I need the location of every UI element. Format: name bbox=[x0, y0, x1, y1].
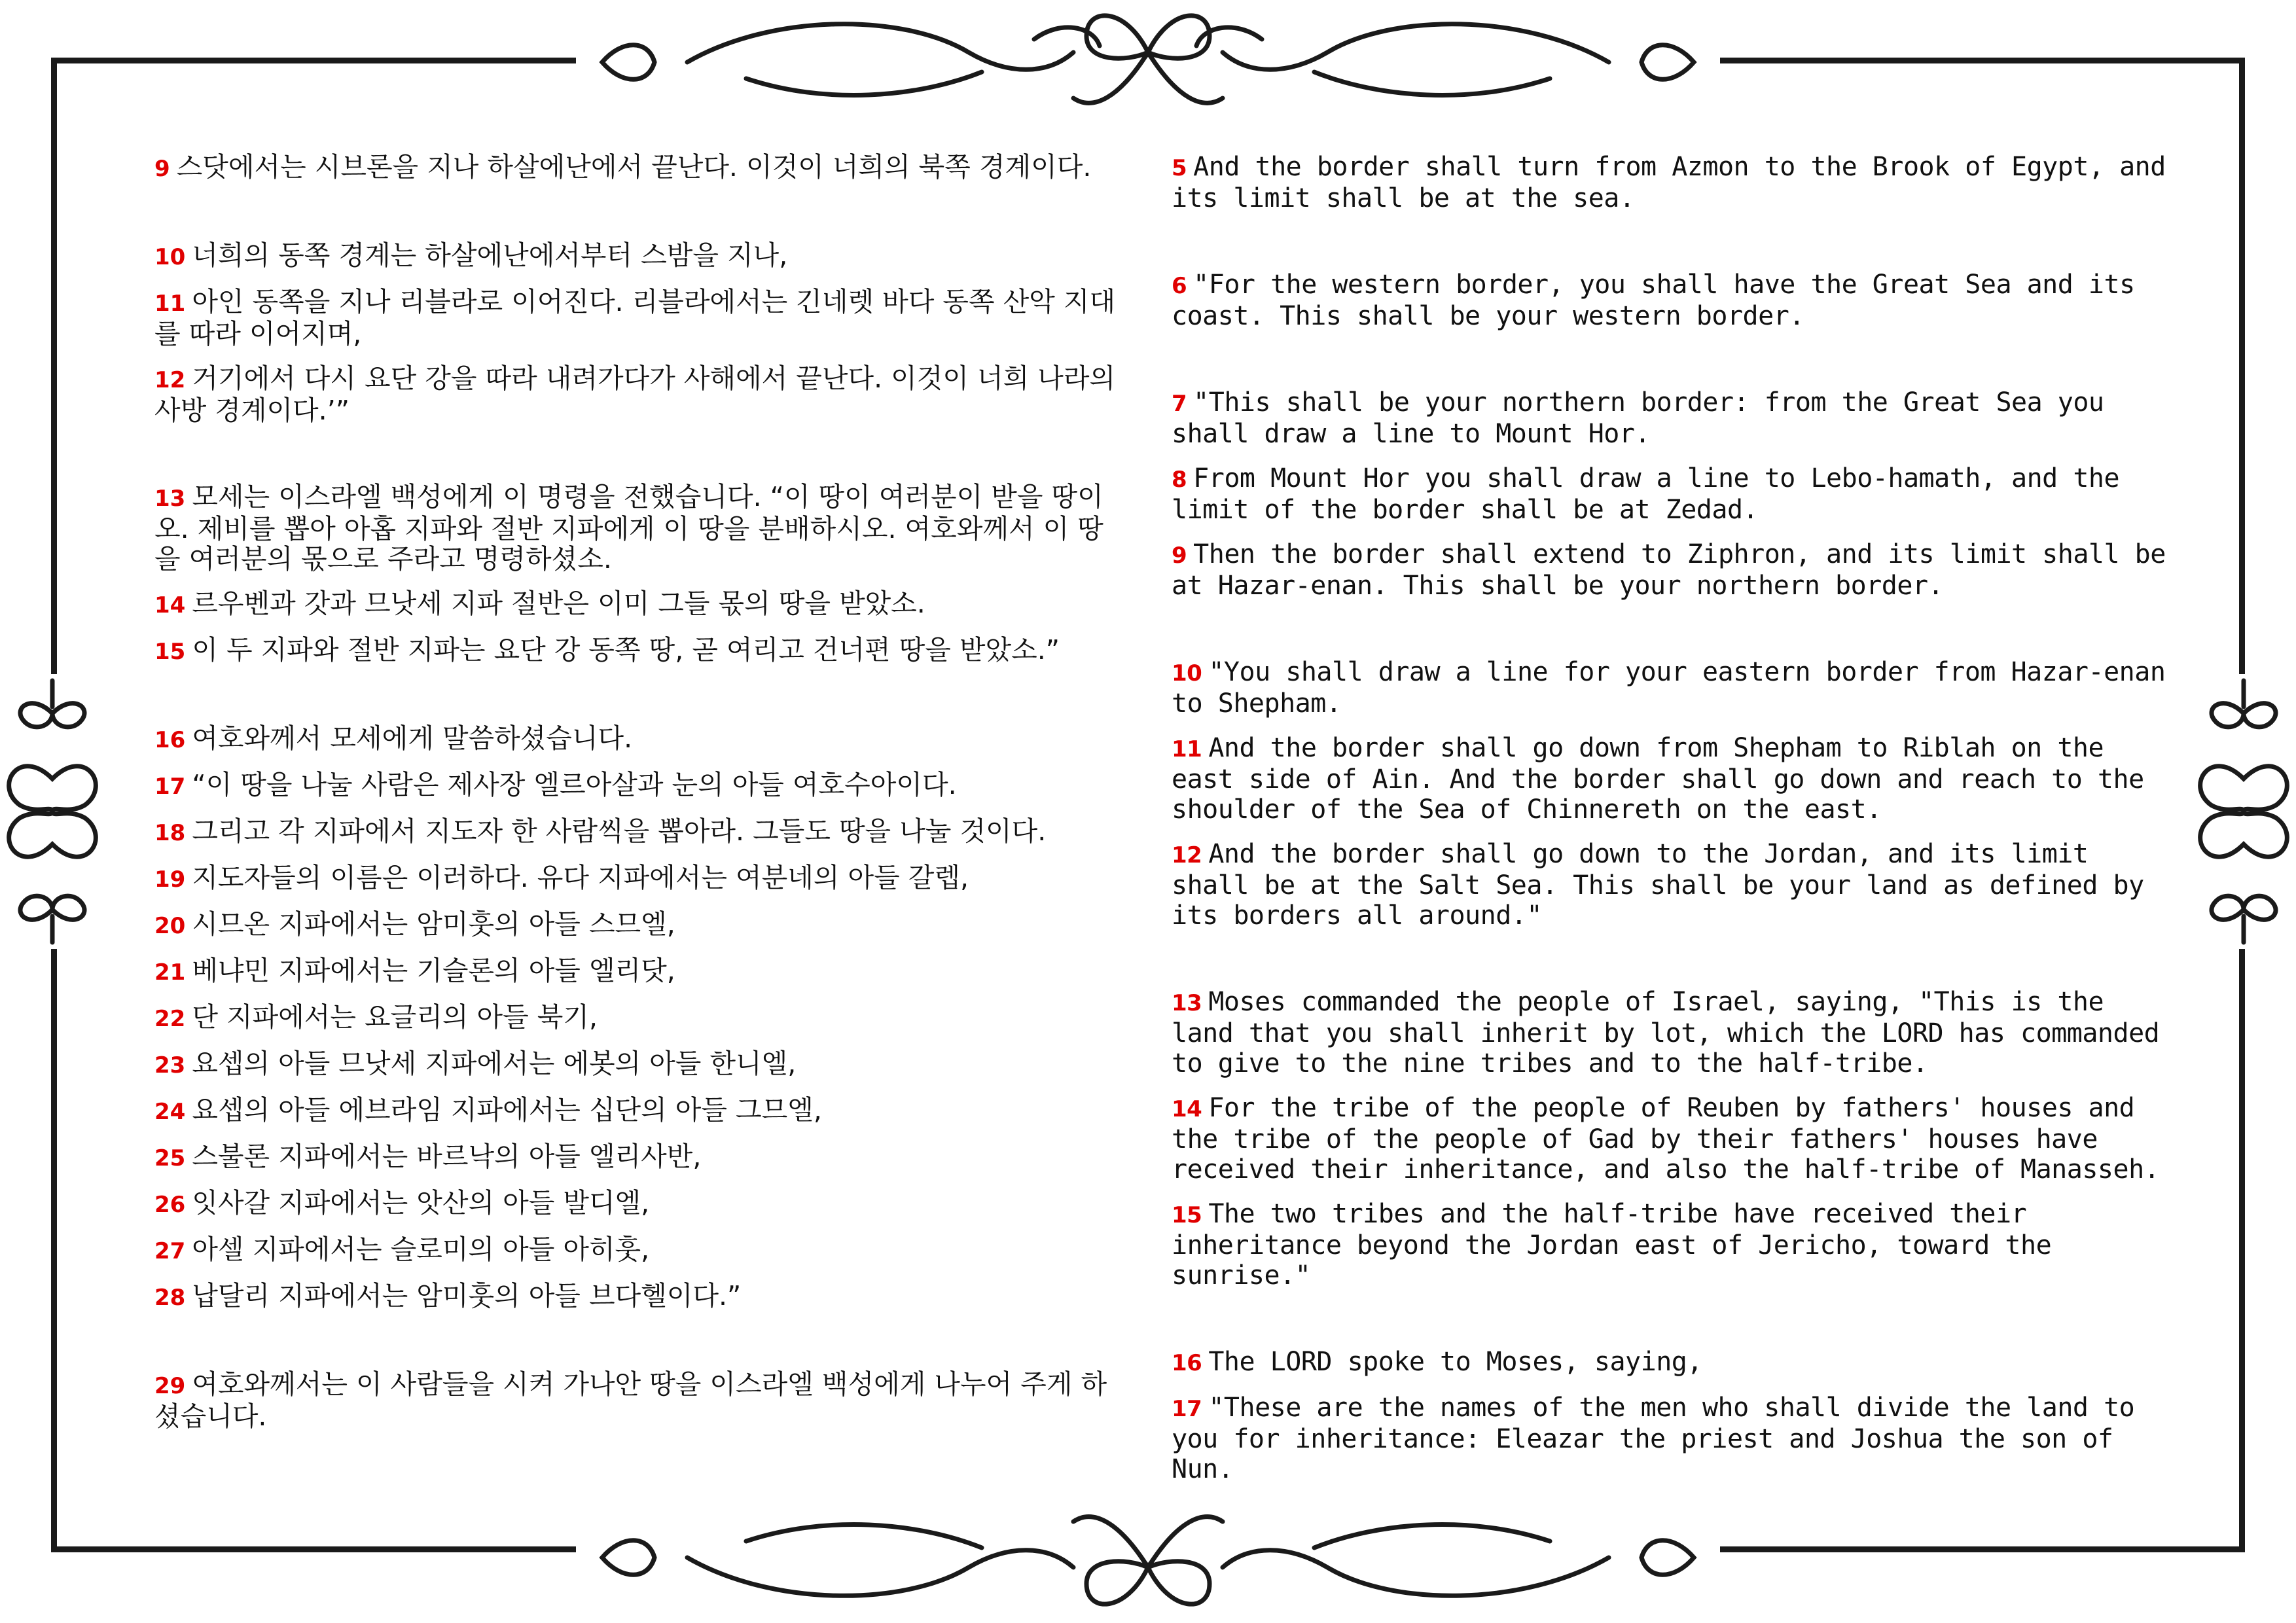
verse-text: And the border shall go down from Shepham to Riblah on the east side of Ain. And the border shall go down and reach to the shoulder of the Sea of Chinnereth on the east. bbox=[1172, 733, 2144, 825]
verse-number: 23 bbox=[154, 1052, 186, 1079]
verse-number: 14 bbox=[1172, 1096, 1202, 1122]
verse-number: 22 bbox=[154, 1006, 186, 1032]
verse-number: 8 bbox=[1172, 467, 1187, 493]
verse bbox=[1172, 152, 2166, 213]
verse-text: 시므온 지파에서는 암미훗의 아들 스므엘, bbox=[192, 908, 675, 940]
verse-text: “이 땅을 나눌 사람은 제사장 엘르아살과 눈의 아들 여호수아이다. bbox=[192, 769, 957, 800]
verse-number: 11 bbox=[154, 291, 186, 317]
verse-group bbox=[1172, 270, 2166, 331]
english-verses-column bbox=[1172, 152, 2166, 1541]
verse-text: Then the border shall extend to Ziphron, and its limit shall be at Hazar-enan. This shall be your northern border. bbox=[1172, 539, 2166, 601]
verse bbox=[154, 1048, 1117, 1080]
verse-number: 17 bbox=[154, 774, 186, 800]
verse-number: 19 bbox=[154, 866, 186, 893]
verse-text: 이 두 지파와 절반 지파는 요단 강 동쪽 땅, 곧 여리고 건너편 땅을 받았소.” bbox=[192, 634, 1060, 666]
verse-text: 여호와께서는 이 사람들을 시켜 가나안 땅을 이스라엘 백성에게 나누어 주게 하셨습니다. bbox=[154, 1368, 1107, 1432]
verse bbox=[154, 863, 1117, 895]
verse bbox=[1172, 987, 2166, 1079]
verse bbox=[1172, 839, 2166, 931]
verse-number: 5 bbox=[1172, 155, 1187, 181]
verse-number: 25 bbox=[154, 1145, 186, 1171]
verse-number: 15 bbox=[1172, 1202, 1202, 1228]
verse-text: "This shall be your northern border: from the Great Sea you shall draw a line to Mount Hor. bbox=[1172, 387, 2104, 449]
verse-text: 지도자들의 이름은 이러하다. 유다 지파에서는 여분네의 아들 갈렙, bbox=[192, 862, 969, 893]
verse-text: Moses commanded the people of Israel, saying, "This is the land that you shall inherit by lot, which the LORD has commanded to give to the nine tribes and to the half-tribe. bbox=[1172, 987, 2160, 1079]
verse-text: 납달리 지파에서는 암미훗의 아들 브다헬이다.” bbox=[192, 1280, 742, 1311]
verse bbox=[1172, 1393, 2166, 1484]
verse-number: 24 bbox=[154, 1099, 186, 1125]
verse bbox=[154, 1002, 1117, 1034]
verse-text: 거기에서 다시 요단 강을 따라 내려가다가 사해에서 끝난다. 이것이 너희 나라의 사방 경계이다.’” bbox=[154, 363, 1116, 426]
verse bbox=[154, 1141, 1117, 1173]
verse-text: "For the western border, you shall have the Great Sea and its coast. This shall be your western border. bbox=[1172, 270, 2135, 331]
verse-group bbox=[1172, 657, 2166, 931]
verse-number: 9 bbox=[154, 156, 170, 182]
verse-number: 13 bbox=[1172, 990, 1202, 1016]
verse-number: 27 bbox=[154, 1238, 186, 1264]
verse-group bbox=[1172, 152, 2166, 213]
verse bbox=[1172, 387, 2166, 449]
verse-text: The two tribes and the half-tribe have received their inheritance beyond the Jordan east of Jericho, toward the sunrise." bbox=[1172, 1199, 2052, 1291]
verse bbox=[1172, 270, 2166, 331]
verse-text: 스닷에서는 시브론을 지나 하살에난에서 끝난다. 이것이 너희의 북쪽 경계이다. bbox=[176, 151, 1092, 183]
verse-number: 20 bbox=[154, 913, 186, 939]
verse-number: 10 bbox=[154, 244, 186, 270]
verse-number: 26 bbox=[154, 1192, 186, 1218]
verse bbox=[1172, 1199, 2166, 1291]
verse-number: 6 bbox=[1172, 273, 1187, 299]
verse bbox=[154, 363, 1117, 425]
left-heart-ornament bbox=[0, 674, 105, 949]
verse-text: For the tribe of the people of Reuben by fathers' houses and the tribe of the people of Gad by their fathers' houses have received their inheritance, and also the half-tribe of Manasseh. bbox=[1172, 1093, 2160, 1185]
verse bbox=[154, 816, 1117, 848]
verse bbox=[154, 1281, 1117, 1313]
verse bbox=[154, 909, 1117, 941]
verse-text: "These are the names of the men who shall divide the land to you for inheritance: Eleazar the priest and Joshua the son of Nun. bbox=[1172, 1393, 2135, 1484]
verse-text: 베냐민 지파에서는 기슬론의 아들 엘리닷, bbox=[192, 955, 675, 986]
verse-text: 아인 동쪽을 지나 리블라로 이어진다. 리블라에서는 긴네렛 바다 동쪽 산악 지대를 따라 이어지며, bbox=[154, 286, 1116, 349]
verse-group bbox=[154, 482, 1117, 667]
verse-text: And the border shall go down to the Jordan, and its limit shall be at the Salt Sea. This shall be your land as defined by its borders all around." bbox=[1172, 839, 2144, 931]
verse bbox=[1172, 733, 2166, 825]
verse-text: 스불론 지파에서는 바르낙의 아들 엘리사반, bbox=[192, 1141, 702, 1172]
verse-number: 29 bbox=[154, 1373, 186, 1399]
verse-text: 모세는 이스라엘 백성에게 이 명령을 전했습니다. “이 땅이 여러분이 받을 땅이오. 제비를 뽑아 아홉 지파와 절반 지파에게 이 땅을 분배하시오. 여호와께서 이 땅을 여러분의 몫으로 주라고 명령하셨소. bbox=[154, 481, 1103, 575]
verse bbox=[154, 635, 1117, 667]
verse-group bbox=[154, 240, 1117, 425]
verse-text: The LORD spoke to Moses, saying, bbox=[1208, 1347, 1702, 1377]
verse-number: 10 bbox=[1172, 660, 1202, 687]
verse-number: 17 bbox=[1172, 1396, 1202, 1422]
verse bbox=[154, 723, 1117, 755]
verse-number: 16 bbox=[154, 727, 186, 753]
verse bbox=[154, 770, 1117, 802]
right-heart-ornament bbox=[2191, 674, 2296, 949]
verse bbox=[154, 152, 1117, 184]
verse-group bbox=[154, 1369, 1117, 1431]
verse-number: 21 bbox=[154, 959, 186, 986]
verse-number: 9 bbox=[1172, 543, 1187, 569]
verse bbox=[1172, 1093, 2166, 1185]
verse-number: 18 bbox=[154, 820, 186, 846]
verse-text: 너희의 동쪽 경계는 하살에난에서부터 스밤을 지나, bbox=[192, 240, 788, 271]
verse-number: 12 bbox=[1172, 842, 1202, 868]
verse-text: 아셀 지파에서는 슬로미의 아들 아히훗, bbox=[192, 1234, 650, 1265]
verse-number: 13 bbox=[154, 486, 186, 512]
verse-text: 그리고 각 지파에서 지도자 한 사람씩을 뽑아라. 그들도 땅을 나눌 것이다. bbox=[192, 815, 1047, 847]
verse bbox=[154, 1095, 1117, 1127]
verse bbox=[154, 588, 1117, 620]
verse-text: 요셉의 아들 므낫세 지파에서는 에봇의 아들 한니엘, bbox=[192, 1048, 797, 1079]
verse bbox=[154, 287, 1117, 349]
verse-number: 28 bbox=[154, 1285, 186, 1311]
verse-text: 르우벤과 갓과 므낫세 지파 절반은 이미 그들 몫의 땅을 받았소. bbox=[192, 588, 925, 619]
verse bbox=[154, 955, 1117, 988]
verse-number: 11 bbox=[1172, 736, 1202, 762]
verse bbox=[154, 1188, 1117, 1220]
verse-number: 14 bbox=[154, 592, 186, 618]
verse-group bbox=[1172, 1347, 2166, 1484]
verse bbox=[154, 482, 1117, 574]
verse bbox=[154, 1234, 1117, 1266]
verse bbox=[154, 1369, 1117, 1431]
verse-text: And the border shall turn from Azmon to the Brook of Egypt, and its limit shall be at the sea. bbox=[1172, 152, 2166, 213]
verse-text: 단 지파에서는 요글리의 아들 북기, bbox=[192, 1001, 598, 1033]
verse-number: 16 bbox=[1172, 1350, 1202, 1376]
verse-group bbox=[154, 152, 1117, 184]
verse bbox=[154, 240, 1117, 272]
verse-number: 7 bbox=[1172, 391, 1187, 417]
verse-text: 요셉의 아들 에브라임 지파에서는 십단의 아들 그므엘, bbox=[192, 1094, 822, 1126]
verse bbox=[1172, 1347, 2166, 1378]
verse-group bbox=[1172, 387, 2166, 601]
verse bbox=[1172, 657, 2166, 719]
verse-group bbox=[1172, 987, 2166, 1291]
verse-number: 12 bbox=[154, 367, 186, 393]
verse bbox=[1172, 539, 2166, 601]
verse-text: 잇사갈 지파에서는 앗산의 아들 발디엘, bbox=[192, 1187, 650, 1219]
verse-text: "You shall draw a line for your eastern border from Hazar-enan to Shepham. bbox=[1172, 657, 2166, 719]
verse-number: 15 bbox=[154, 639, 186, 665]
verse-group bbox=[154, 723, 1117, 1313]
verse-text: 여호와께서 모세에게 말씀하셨습니다. bbox=[192, 722, 633, 754]
korean-verses-column bbox=[154, 152, 1117, 1488]
verse bbox=[1172, 463, 2166, 525]
verse-text: From Mount Hor you shall draw a line to Lebo-hamath, and the limit of the border shall be at Zedad. bbox=[1172, 463, 2120, 525]
top-flourish-ornament bbox=[576, 0, 1720, 131]
